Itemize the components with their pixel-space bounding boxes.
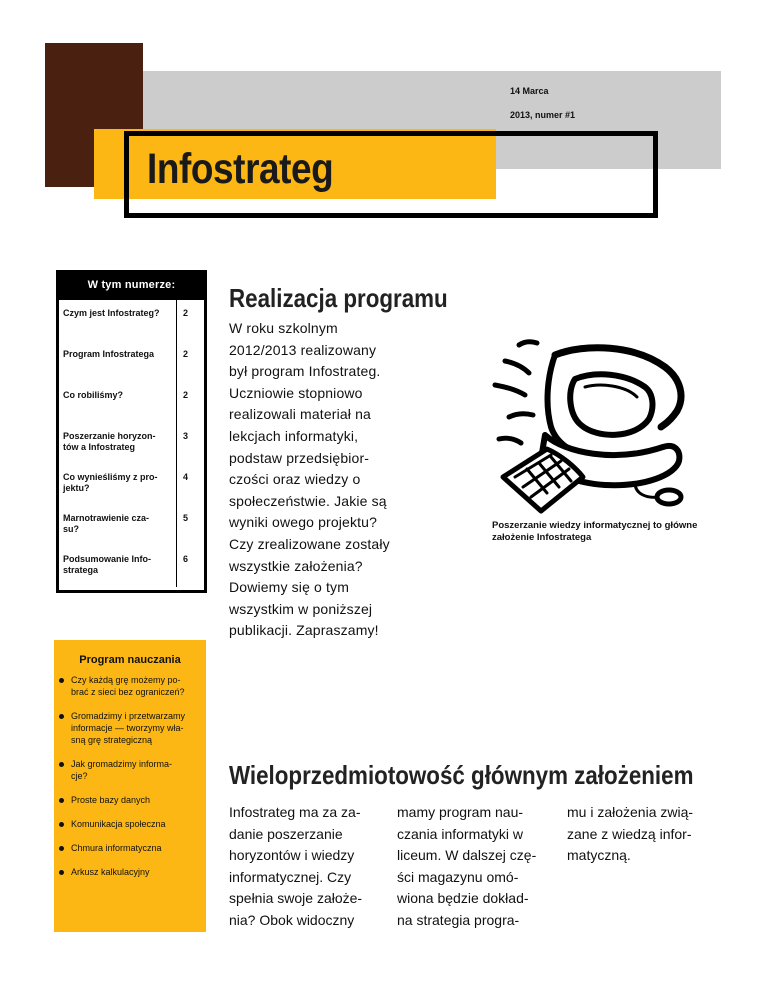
- article2-line: Infostrateg ma za za-: [229, 804, 361, 820]
- sidebar-list-item: [54, 842, 185, 854]
- toc-row[interactable]: [59, 546, 204, 587]
- article2-line: informatycznej. Czy: [229, 868, 352, 885]
- sidebar-title: Program nauczania: [79, 654, 181, 666]
- toc-row[interactable]: [59, 423, 204, 464]
- sidebar-item-line: sną grę strategiczną: [71, 735, 153, 745]
- article-body-line: wszystkim w poniższej: [229, 600, 373, 617]
- article-heading: Realizacja programu: [229, 283, 448, 313]
- sidebar-item-line: Jak gromadzimy informa-: [71, 759, 173, 769]
- toc-item-title: Podsumowanie Info- stratega: [63, 554, 152, 575]
- article-body-line: Dowiemy się o tym: [229, 579, 350, 596]
- article-body-line: był program Infostrateg.: [229, 363, 381, 380]
- sidebar-item-line: Czy każdą grę możemy po-: [71, 675, 181, 685]
- toc-row[interactable]: [59, 464, 204, 505]
- toc-header: W tym numerze:: [59, 273, 204, 300]
- article-body-line: wszystkie założenia?: [229, 557, 363, 574]
- article-body-line: podstaw przedsiębior-: [229, 449, 370, 466]
- article-body-line: wyniki owego projektu?: [229, 514, 378, 531]
- sidebar-item-line: Arkusz kalkulacyjny: [71, 867, 150, 877]
- sidebar-list-item: [54, 674, 185, 698]
- article-heading-2: Wieloprzedmiotowość głównym założeniem: [229, 760, 694, 790]
- article2-line: wiona będzie dokład-: [397, 890, 529, 907]
- table-of-contents: [56, 270, 207, 593]
- toc-table: [59, 300, 204, 587]
- article2-line: mu i założenia zwią-: [567, 804, 694, 820]
- toc-row[interactable]: [59, 382, 204, 423]
- article2-line: czania informatyki w: [397, 825, 524, 842]
- toc-item-title: Poszerzanie horyzon- tów a Infostrateg: [63, 431, 156, 452]
- article2-line: spełnia swoje założe-: [229, 890, 363, 907]
- sidebar-item-line: Komunikacja społeczna: [71, 819, 166, 829]
- article2-line: danie poszerzanie: [229, 825, 343, 842]
- toc-item-page: 3: [177, 423, 205, 464]
- article2-line: horyzontów i wiedzy: [229, 847, 355, 864]
- sidebar-item-line: Proste bazy danych: [71, 795, 151, 805]
- toc-item-title: Program Infostratega: [63, 349, 155, 359]
- sidebar-item-line: cje?: [71, 771, 88, 781]
- sidebar-item-line: informacje — tworzymy wła-: [71, 723, 184, 733]
- sidebar-list-item: [54, 866, 185, 878]
- sidebar-item-line: Gromadzimy i przetwarzamy: [71, 711, 186, 721]
- article-body-line: społeczeństwie. Jakie są: [229, 492, 387, 509]
- issue-date: 14 Marca: [510, 86, 549, 96]
- article-body-line: Czy zrealizowane zostały: [229, 535, 390, 552]
- issue-number: 2013, numer #1: [510, 110, 576, 120]
- toc-item-page: 5: [177, 505, 205, 546]
- article2-column-2: [397, 802, 536, 932]
- sidebar-list: [54, 674, 185, 890]
- toc-item-page: 4: [177, 464, 205, 505]
- toc-item-page: 2: [177, 382, 205, 423]
- sidebar-curriculum: [54, 640, 206, 932]
- toc-row[interactable]: [59, 300, 204, 341]
- toc-item-title: Czym jest Infostrateg?: [63, 308, 160, 318]
- sidebar-list-item: [54, 710, 185, 746]
- toc-item-title: Co robiliśmy?: [63, 390, 124, 400]
- article2-line: zane z wiedzą infor-: [567, 825, 692, 842]
- article2-line: ści magazynu omó-: [397, 868, 519, 885]
- article-body-line: publikacji. Zapraszamy!: [229, 622, 379, 639]
- article2-line: nia? Obok widoczny: [229, 911, 355, 928]
- article2-line: liceum. W dalszej czę-: [397, 847, 537, 864]
- sidebar-list-item: [54, 794, 185, 806]
- article-body-line: Uczniowie stopniowo: [229, 384, 363, 401]
- article-body-line: 2012/2013 realizowany: [229, 341, 377, 358]
- computer-clipart-icon: [485, 327, 685, 523]
- article2-column-3: [567, 802, 693, 867]
- article-body-line: realizowali materiał na: [229, 406, 371, 423]
- toc-row[interactable]: [59, 341, 204, 382]
- toc-item-page: 2: [177, 341, 205, 382]
- article2-line: na strategia progra-: [397, 911, 520, 928]
- article-body-line: lekcjach informatyki,: [229, 427, 359, 444]
- toc-item-page: 6: [177, 546, 205, 587]
- toc-item-page: 2: [177, 300, 205, 341]
- image-caption: Poszerzanie wiedzy informatycznej to główne założenie Infostratega: [492, 520, 698, 543]
- article-body-line: czości oraz wiedzy o: [229, 471, 361, 488]
- sidebar-item-line: brać z sieci bez ograniczeń?: [71, 687, 185, 697]
- newsletter-title: Infostrateg: [147, 145, 334, 193]
- toc-row[interactable]: [59, 505, 204, 546]
- sidebar-item-line: Chmura informatyczna: [71, 843, 162, 853]
- article2-column-1: [229, 802, 362, 932]
- article2-line: matyczną.: [567, 847, 631, 864]
- article2-line: mamy program nau-: [397, 804, 524, 820]
- sidebar-list-item: [54, 758, 185, 782]
- article-body-line: W roku szkolnym: [229, 320, 338, 336]
- article-body: [229, 318, 401, 642]
- sidebar-list-item: [54, 818, 185, 830]
- toc-item-title: Co wynieśliśmy z pro- jektu?: [63, 472, 158, 493]
- toc-item-title: Marnotrawienie cza- su?: [63, 513, 150, 534]
